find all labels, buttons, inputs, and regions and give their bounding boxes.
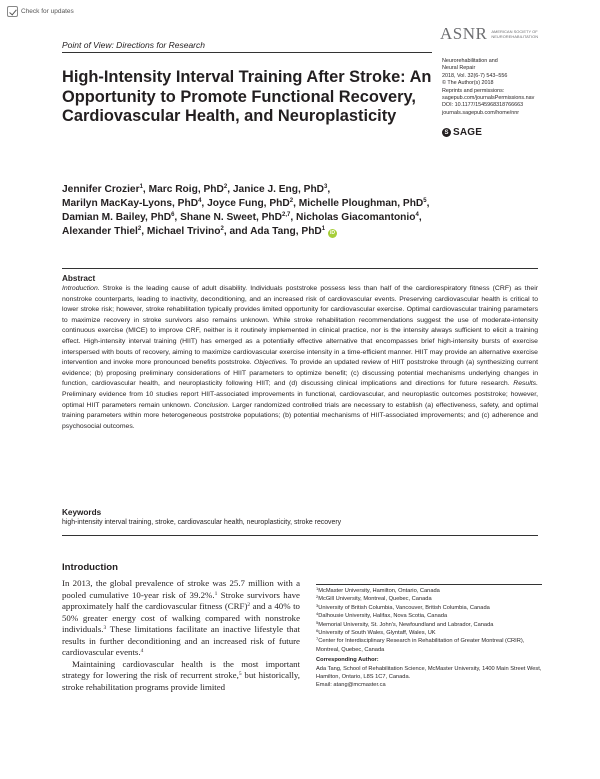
affiliation: $^3$University of British Columbia, Vancouver, British Columbia, Canada <box>316 602 490 611</box>
permissions-link[interactable]: sagepub.com/journalsPermissions.nav <box>442 95 535 102</box>
author: Michelle Ploughman, PhD$^5$, <box>298 198 430 209</box>
correspondence-address: Ada Tang, School of Rehabilitation Science, McMaster University, 1400 Main Street West, Hamilton, Ontario, L8S 1C7, Canada. <box>316 665 542 681</box>
author: Alexander Thiel$^2$, <box>62 226 147 237</box>
publisher-name: SAGE <box>453 127 483 138</box>
section-label: Point of View: Directions for Research <box>62 40 205 50</box>
asnr-logo-text: ASNR <box>440 24 488 43</box>
affiliation: $^7$Center for Interdisciplinary Research in Rehabilitation of Greater Montreal (CRIR), Montreal, Quebec, Canada <box>316 636 525 653</box>
journal-home-link[interactable]: journals.sagepub.com/home/nnr <box>442 109 520 116</box>
affiliation: $^6$University of South Wales, Glyntaff, Wales, UK <box>316 628 436 637</box>
abstract-body: Introduction. Stroke is the leading cause of adult disability. Individuals poststroke possess less than half of the cardiorespiratory fitness (CRF) as their nonstroke counterparts, leading to inactivity, deconditioning, and an increased risk of cardiovascular events. Preserving cardiovascular health is critical to lower stroke risk; however, stroke rehabilitation typically provides limited opportunity for cardiovascular exercise. Optimal cardiovascular training parameters to maximize recovery in stroke survivors also remains unknown. While stroke rehabilitation recommendations suggest the use of moderate-intensity continuous exercise (MICE) to improve CRF, neither is it routinely implemented in clinical practice, nor is the intensity always sufficient to elicit a training effect. High-intensity interval training (HIIT) has emerged as a potentially effective alternative that encompasses brief high-intensity bursts of exercise interspersed with bouts of recovery, aiming to maximize cardiovascular exercise intensity in a time-efficient manner. HIIT may provide an alternative exercise intervention and invoke more pronounced benefits poststroke. Objectives. To provide an updated review of HIIT poststroke through (a) synthesizing current evidence; (b) proposing preliminary considerations of HIIT parameters to optimize benefit; (c) discussing potential mechanisms underlying changes in function, cardiovascular health, and neuroplasticity following HIIT; and (d) discussing clinical implications and directions for future research. Results. Preliminary evidence from 10 studies report HIIT-associated improvements in functional, cardiovascular, and neuroplastic outcomes poststroke; however, optimal HIIT parameters remain unknown. Conclusion. Larger randomized controlled trials are necessary to establish (a) effectiveness, safety, and optimal training parameters within more heterogeneous poststroke populations; (b) potential mechanisms of HIIT-associated improvements; and (c) adherence and psychosocial outcomes. <box>62 285 538 430</box>
doi-link[interactable]: DOI: 10.1177/1545968318766663 <box>442 102 524 109</box>
abstract-heading: Abstract <box>62 274 96 283</box>
introduction-heading: Introduction <box>62 562 118 573</box>
journal-info <box>442 58 572 117</box>
author: Damian M. Bailey, PhD$^6$, <box>62 212 181 223</box>
author: Ada Tang, PhD$^1$ <box>250 226 326 237</box>
society-logo <box>440 24 539 44</box>
affiliation: $^2$McGill University, Montreal, Quebec, Canada <box>316 594 432 603</box>
journal-line: © The Author(s) 2018 <box>442 80 494 87</box>
abstract-divider <box>62 268 538 269</box>
journal-line: Neural Repair <box>442 65 476 72</box>
introduction-body <box>62 578 300 693</box>
journal-line: Neurorehabilitation and <box>442 58 498 64</box>
correspondence <box>316 656 542 690</box>
affiliation: $^4$Dalhousie University, Halifax, Nova Scotia, Canada <box>316 611 448 620</box>
check-icon <box>7 6 18 17</box>
author: Janice J. Eng, PhD$^3$, <box>232 184 331 195</box>
sage-icon: S <box>442 128 451 137</box>
keywords-divider <box>62 535 538 536</box>
journal-line: Reprints and permissions: <box>442 87 505 94</box>
orcid-icon[interactable]: iD <box>329 230 335 236</box>
keywords-heading: Keywords <box>62 508 102 517</box>
header-divider <box>62 52 432 53</box>
affiliations-footnote <box>316 584 542 690</box>
author: Joyce Fung, PhD$^2$, <box>207 198 299 209</box>
author: Marilyn MacKay-Lyons, PhD$^4$, <box>62 198 208 209</box>
correspondence-email[interactable]: Email: atang@mcmaster.ca <box>316 682 386 689</box>
paragraph: In 2013, the global prevalence of stroke was 25.7 million with a pooled cumulative 10-year risk of 39.2%.$^1$ Stroke survivors have approximately half the cardiovascular fitness (CRF)$^2$ and a 40% to 50% greater energy cost of walking compared with nonstroke individuals.$^3$ These limitations facilitate an inactive lifestyle that results in further deconditioning and an increased risk of future cardiovascular events.$^4$ <box>62 578 300 658</box>
check-for-updates-badge[interactable] <box>7 6 74 17</box>
author-list <box>62 183 542 239</box>
author: Jennifer Crozier$^1$, <box>62 184 149 195</box>
affiliation: $^1$McMaster University, Hamilton, Ontario, Canada <box>316 586 440 594</box>
article-title: High-Intensity Interval Training After Stroke: An Opportunity to Promote Functional Recovery, Cardiovascular Health, and Neuroplasticity <box>62 68 432 125</box>
author: Shane N. Sweet, PhD$^{2,7}$, <box>180 212 297 223</box>
keywords-list: high-intensity interval training, stroke, cardiovascular health, neuroplasticity, stroke recovery <box>62 519 342 526</box>
paragraph: Maintaining cardiovascular health is the most important strategy for lowering the risk of recurrent stroke,$^5$ but historically, stroke rehabilitation programs provide limited <box>62 658 300 692</box>
correspondence-heading: Corresponding Author: <box>316 657 379 664</box>
author: Nicholas Giacomantonio$^4$, <box>296 212 422 223</box>
publisher-logo <box>442 127 482 138</box>
journal-line: 2018, Vol. 32(6-7) 543–556 <box>442 72 508 79</box>
asnr-subtitle: AMERICAN SOCIETY OF NEUROREHABILITATION <box>491 29 539 39</box>
author: Marc Roig, PhD$^2$, <box>148 184 233 195</box>
author: Michael Trivino$^2$, and <box>146 226 251 237</box>
affiliation: $^5$Memorial University, St. John's, Newfoundland and Labrador, Canada <box>316 619 494 628</box>
badge-label: Check for updates <box>21 8 74 15</box>
